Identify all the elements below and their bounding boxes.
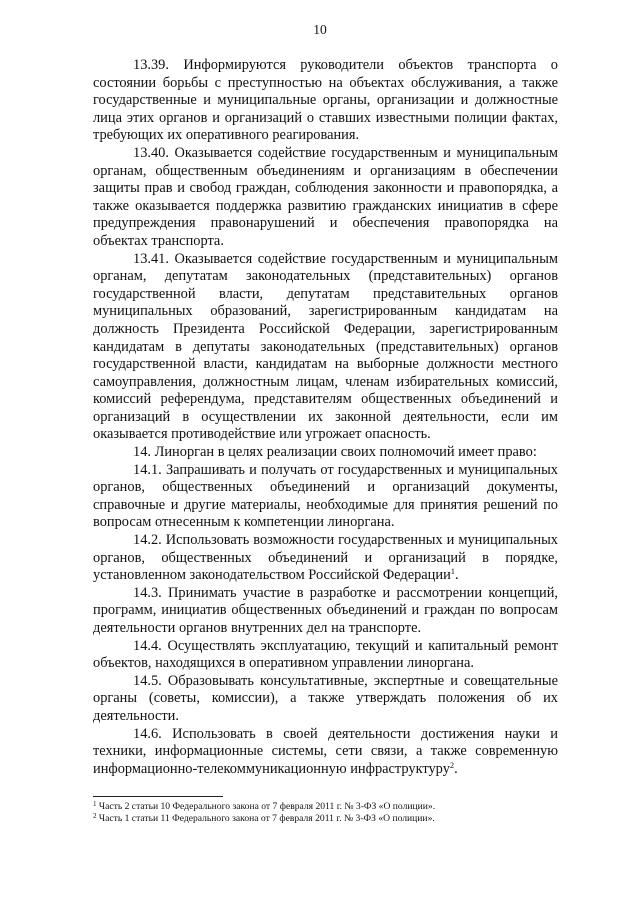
- footnote-ref-1[interactable]: 1: [450, 566, 456, 577]
- paragraph-14-6: 14.6. Использовать в своей деятельности достижения науки и техники, информационные системы, сети связи, а также современную информационно-телекоммуникационную инфраструктуру$^2$.: [93, 725, 558, 777]
- page-number: 10: [313, 22, 327, 37]
- paragraph-13-41: 13.41. Оказывается содействие государственным и муниципальным органам, депутатам законодательных (представительных) органов государственной власти, депутатам представительных органов муниципальных образований, зарегистрированным кандидатам на должность Президента Российской Федерации, зарегистрированным кандидатам в депутаты законодательных (представительных) органов государственной власти, кандидатам на выборные должности местного самоуправления, должностным лицам, членам избирательных комиссий, комиссий референдума, представителям общественных объединений и организаций в осуществлении их законной деятельности, если им оказывается противодействие или угрожает опасность.: [93, 250, 558, 443]
- paragraph-14-1: 14.1. Запрашивать и получать от государственных и муниципальных органов, общественных объединений и организаций документы, справочные и другие материалы, необходимые для принятия решений по вопросам отнесенным к компетенции линоргана.: [93, 461, 558, 531]
- paragraph-13-40: 13.40. Оказывается содействие государственным и муниципальным органам, общественным объединениям и организациям в обеспечении защиты прав и свобод граждан, соблюдения законности и правопорядка, а также оказывается поддержка развитию гражданских инициатив в сфере предупреждения правонарушений и обеспечения правопорядка на объектах транспорта.: [93, 144, 558, 249]
- paragraph-14-4: 14.4. Осуществлять эксплуатацию, текущий и капитальный ремонт объектов, находящихся в оперативном управлении линоргана.: [93, 637, 558, 672]
- footnote-separator: [93, 796, 223, 797]
- paragraph-13-39: 13.39. Информируются руководители объектов транспорта о состоянии борьбы с преступностью на объектах обслуживания, а также государственные и муниципальные органы, организации и должностные лица этих органов и организаций о ставших известными полиции фактах, требующих их оперативного реагирования.: [93, 57, 558, 144]
- footnote-1: $^1$ Часть 2 статьи 10 Федерального закона от 7 февраля 2011 г. № 3-ФЗ «О полиции».: [93, 800, 436, 812]
- paragraph-14-3: 14.3. Принимать участие в разработке и рассмотрении концепций, программ, инициатив общественных объединений и граждан по вопросам деятельности органов внутренних дел на транспорте.: [93, 584, 558, 636]
- paragraph-14-2: 14.2. Использовать возможности государственных и муниципальных органов, общественных объединений и организаций в порядке, установленном законодательством Российской Федерации$^1$.: [93, 532, 558, 584]
- footnote-mark: 2: [93, 812, 97, 821]
- paragraph-14-5: 14.5. Образовывать консультативные, экспертные и совещательные органы (советы, комиссии), а также утверждать положения об их деятельности.: [93, 672, 558, 724]
- footnote-mark: 1: [93, 800, 97, 808]
- footnote-ref-2[interactable]: 2: [449, 759, 455, 770]
- paragraph-14: 14. Линорган в целях реализации своих полномочий имеет право:: [133, 444, 537, 461]
- footnote-2: $^2$ Часть 1 статьи 11 Федерального закона от 7 февраля 2011 г. № 3-ФЗ «О полиции».: [93, 812, 435, 825]
- footnotes: [93, 801, 558, 826]
- document-body: [93, 57, 558, 778]
